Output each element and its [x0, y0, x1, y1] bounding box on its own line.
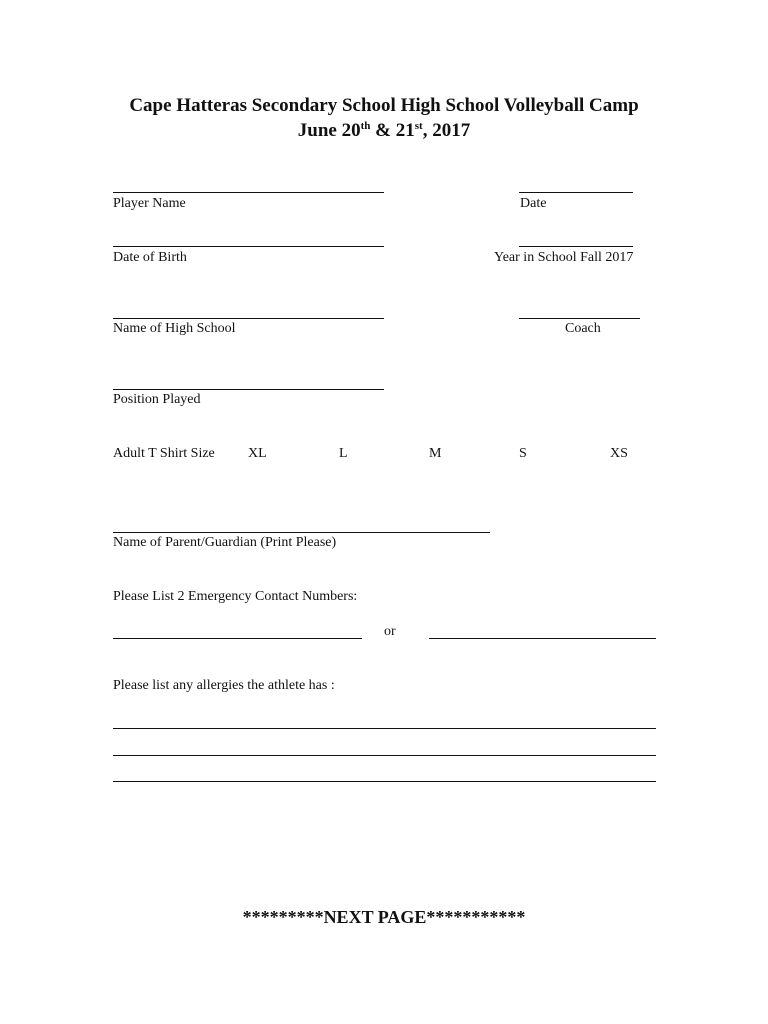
allergies-line-3[interactable]: [113, 781, 656, 782]
coach-label: Coach: [565, 321, 601, 336]
allergies-line-2[interactable]: [113, 755, 656, 756]
date-superscript-1: th: [360, 120, 371, 132]
emergency-or-label: or: [384, 624, 396, 639]
date-part-2: & 21: [370, 120, 415, 141]
player-name-label: Player Name: [113, 196, 186, 211]
allergies-line-1[interactable]: [113, 728, 656, 729]
date-part-1: June 20: [297, 120, 361, 141]
parent-guardian-line[interactable]: [113, 532, 490, 533]
year-in-school-line[interactable]: [519, 246, 633, 247]
emergency-contact-1-line[interactable]: [113, 638, 362, 639]
player-name-line[interactable]: [113, 192, 384, 193]
shirt-size-l[interactable]: L: [339, 446, 348, 461]
shirt-size-xs[interactable]: XS: [610, 446, 628, 461]
date-line[interactable]: [519, 192, 633, 193]
camp-dates: [0, 119, 768, 143]
shirt-size-m[interactable]: M: [429, 446, 442, 461]
high-school-label: Name of High School: [113, 321, 236, 336]
form-title: Cape Hatteras Secondary School High School Volleyball Camp: [129, 95, 639, 116]
date-part-3: , 2017: [422, 120, 471, 141]
parent-guardian-label: Name of Parent/Guardian (Print Please): [113, 535, 337, 550]
date-of-birth-line[interactable]: [113, 246, 384, 247]
date-label: Date: [520, 196, 547, 211]
emergency-contacts-label: Please List 2 Emergency Contact Numbers:: [113, 589, 358, 604]
allergies-label: Please list any allergies the athlete has :: [113, 678, 335, 693]
position-played-label: Position Played: [113, 392, 201, 407]
shirt-size-xl[interactable]: XL: [248, 446, 267, 461]
shirt-size-label: Adult T Shirt Size: [113, 446, 215, 461]
date-of-birth-label: Date of Birth: [113, 250, 187, 265]
coach-line[interactable]: [519, 318, 640, 319]
date-superscript-2: st: [414, 120, 423, 132]
emergency-contact-2-line[interactable]: [429, 638, 656, 639]
year-in-school-label: Year in School Fall 2017: [494, 250, 634, 265]
high-school-line[interactable]: [113, 318, 384, 319]
shirt-size-s[interactable]: S: [519, 446, 527, 461]
position-played-line[interactable]: [113, 389, 384, 390]
next-page-footer: *********NEXT PAGE***********: [242, 907, 526, 927]
